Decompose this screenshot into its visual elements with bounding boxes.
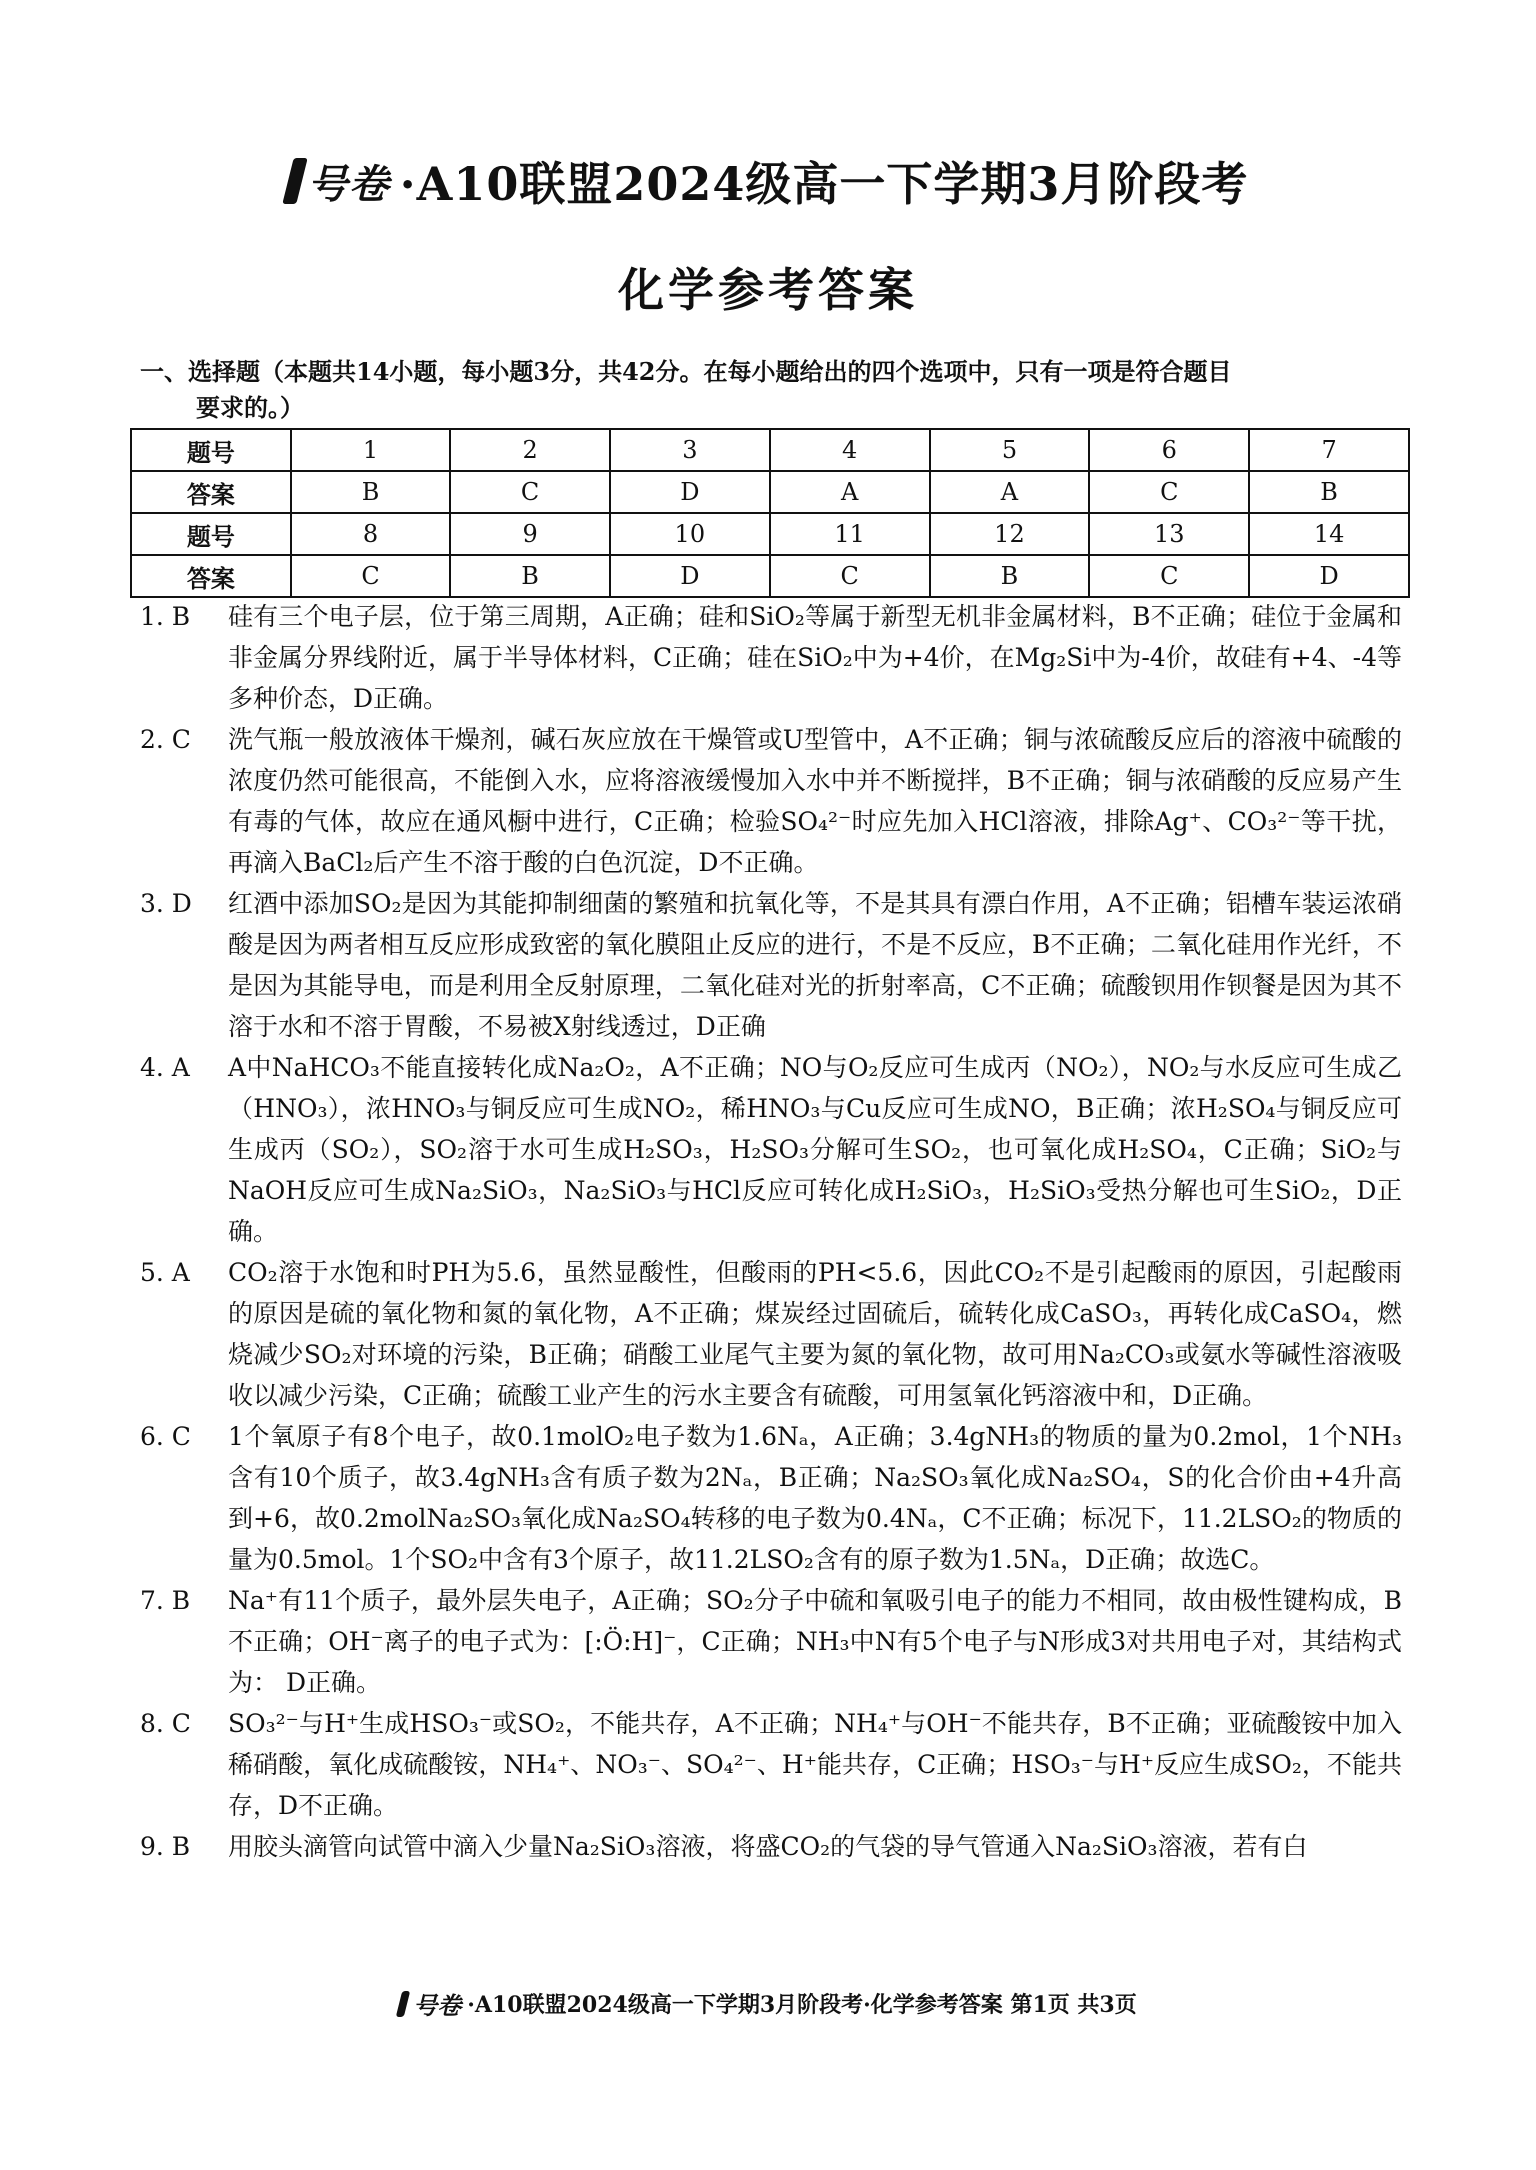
list-item bbox=[140, 1826, 1402, 1867]
table-cell: A bbox=[930, 471, 1090, 513]
row-label: 答案 bbox=[131, 471, 291, 513]
table-cell: A bbox=[770, 471, 930, 513]
question-number: 3. D bbox=[140, 889, 192, 918]
page-title bbox=[0, 148, 1536, 214]
table-cell: B bbox=[930, 555, 1090, 597]
table-cell: C bbox=[291, 555, 451, 597]
footer-logo-text: 号卷 bbox=[413, 1991, 462, 2020]
footer-logo bbox=[399, 1986, 461, 2021]
explanation-text: CO₂溶于水饱和时PH为5.6，虽然显酸性，但酸雨的PH<5.6，因此CO₂不是引起酸雨的原因，引起酸雨的原因是硫的氧化物和氮的氧化物，A不正确；煤炭经过固硫后，硫转化成CaSO₃，再转化成CaSO₄，燃烧减少SO₂对环境的污染，B正确；硝酸工业尾气主要为氮的氧化物，故可用Na₂CO₃或氨水等碱性溶液吸收以减少污染，C正确；硫酸工业产生的污水主要含有硫酸，可用氢氧化钙溶液中和，D正确。 bbox=[228, 1258, 1402, 1410]
table-cell: 1 bbox=[291, 429, 451, 471]
table-cell: D bbox=[610, 471, 770, 513]
footer-text: ·A10联盟2024级高一下学期3月阶段考·化学参考答案 第1页 共3页 bbox=[467, 1992, 1137, 2018]
explanation-text: 洗气瓶一般放液体干燥剂，碱石灰应放在干燥管或U型管中，A不正确；铜与浓硫酸反应后的溶液中硫酸的浓度仍然可能很高，不能倒入水，应将溶液缓慢加入水中并不断搅拌，B不正确；铜与浓硝酸的反应易产生有毒的气体，故应在通风橱中进行，C正确；检验SO₄²⁻时应先加入HCl溶液，排除Ag⁺、CO₃²⁻等干扰，再滴入BaCl₂后产生不溶于酸的白色沉淀，D不正确。 bbox=[228, 725, 1402, 877]
table-row bbox=[131, 513, 1409, 555]
table-cell: 3 bbox=[610, 429, 770, 471]
table-row bbox=[131, 429, 1409, 471]
brush-stroke-icon bbox=[396, 1991, 410, 2017]
table-cell: 2 bbox=[450, 429, 610, 471]
table-cell: C bbox=[1089, 555, 1249, 597]
explanation-text: 硅有三个电子层，位于第三周期，A正确；硅和SiO₂等属于新型无机非金属材料，B不正确；硅位于金属和非金属分界线附近，属于半导体材料，C正确；硅在SiO₂中为+4价，在Mg₂Si中为-4价，故硅有+4、-4等多种价态，D正确。 bbox=[228, 602, 1402, 713]
table-cell: 13 bbox=[1089, 513, 1249, 555]
list-item bbox=[140, 1252, 1402, 1416]
question-number: 5. A bbox=[140, 1258, 190, 1287]
table-cell: D bbox=[1249, 555, 1409, 597]
list-item bbox=[140, 1703, 1402, 1826]
table-row bbox=[131, 471, 1409, 513]
table-cell: 14 bbox=[1249, 513, 1409, 555]
table-cell: B bbox=[450, 555, 610, 597]
question-number: 7. B bbox=[140, 1586, 191, 1615]
question-number: 1. B bbox=[140, 602, 191, 631]
question-number: 8. C bbox=[140, 1709, 191, 1738]
section-heading-line2: 要求的。） bbox=[196, 393, 304, 422]
table-cell: 9 bbox=[450, 513, 610, 555]
page-subtitle: 化学参考答案 bbox=[618, 263, 918, 317]
table-cell: C bbox=[770, 555, 930, 597]
table-cell: C bbox=[1089, 471, 1249, 513]
list-item bbox=[140, 596, 1402, 719]
row-label: 题号 bbox=[131, 513, 291, 555]
table-cell: 4 bbox=[770, 429, 930, 471]
section-heading-line1: 一、选择题（本题共14小题，每小题3分，共42分。在每小题给出的四个选项中，只有一项是符合题目 bbox=[140, 357, 1232, 386]
explanation-list bbox=[140, 596, 1402, 1867]
table-cell: B bbox=[1249, 471, 1409, 513]
table-cell: 12 bbox=[930, 513, 1090, 555]
table-cell: 8 bbox=[291, 513, 451, 555]
table-cell: 7 bbox=[1249, 429, 1409, 471]
list-item bbox=[140, 883, 1402, 1047]
row-label: 答案 bbox=[131, 555, 291, 597]
table-cell: 11 bbox=[770, 513, 930, 555]
title-text: ·A10联盟2024级高一下学期3月阶段考 bbox=[399, 157, 1249, 211]
question-number: 4. A bbox=[140, 1053, 190, 1082]
table-cell: 5 bbox=[930, 429, 1090, 471]
answer-table bbox=[130, 428, 1410, 598]
page-header bbox=[0, 148, 1536, 320]
table-cell: D bbox=[610, 555, 770, 597]
table-row bbox=[131, 555, 1409, 597]
table-cell: 10 bbox=[610, 513, 770, 555]
table-cell: B bbox=[291, 471, 451, 513]
list-item bbox=[140, 1047, 1402, 1252]
brush-stroke-icon bbox=[282, 158, 307, 204]
explanation-text: 用胶头滴管向试管中滴入少量Na₂SiO₃溶液，将盛CO₂的气袋的导气管通入Na₂SiO₃溶液，若有白 bbox=[228, 1832, 1308, 1861]
question-number: 2. C bbox=[140, 725, 191, 754]
brand-logo bbox=[288, 153, 390, 210]
list-item bbox=[140, 1416, 1402, 1580]
explanation-text: 1个氧原子有8个电子，故0.1molO₂电子数为1.6Nₐ，A正确；3.4gNH₃的物质的量为0.2mol，1个NH₃含有10个质子，故3.4gNH₃含有质子数为2Nₐ，B正确；Na₂SO₃氧化成Na₂SO₄，S的化合价由+4升高到+6，故0.2molNa₂SO₃氧化成Na₂SO₄转移的电子数为0.4Nₐ，C不正确；标况下，11.2LSO₂的物质的量为0.5mol。1个SO₂中含有3个原子，故11.2LSO₂含有的原子数为1.5Nₐ，D正确；故选C。 bbox=[228, 1422, 1402, 1574]
question-number: 9. B bbox=[140, 1832, 191, 1861]
table-cell: C bbox=[450, 471, 610, 513]
explanation-text: SO₃²⁻与H⁺生成HSO₃⁻或SO₂，不能共存，A不正确；NH₄⁺与OH⁻不能共存，B不正确；亚硫酸铵中加入稀硝酸，氧化成硫酸铵，NH₄⁺、NO₃⁻、SO₄²⁻、H⁺能共存，C正确；HSO₃⁻与H⁺反应生成SO₂，不能共存，D不正确。 bbox=[228, 1709, 1402, 1820]
explanation-text: A中NaHCO₃不能直接转化成Na₂O₂，A不正确；NO与O₂反应可生成丙（NO₂），NO₂与水反应可生成乙（HNO₃），浓HNO₃与铜反应可生成NO₂，稀HNO₃与Cu反应可生成NO，B正确；浓H₂SO₄与铜反应可生成丙（SO₂），SO₂溶于水可生成H₂SO₃，H₂SO₃分解可生SO₂，也可氧化成H₂SO₄，C正确；SiO₂与NaOH反应可生成Na₂SiO₃，Na₂SiO₃与HCl反应可转化成H₂SiO₃，H₂SiO₃受热分解也可生SiO₂，D正确。 bbox=[228, 1053, 1402, 1246]
question-number: 6. C bbox=[140, 1422, 191, 1451]
list-item bbox=[140, 719, 1402, 883]
section-heading bbox=[140, 354, 1410, 426]
explanation-text: 红酒中添加SO₂是因为其能抑制细菌的繁殖和抗氧化等，不是其具有漂白作用，A不正确；铝槽车装运浓硝酸是因为两者相互反应形成致密的氧化膜阻止反应的进行，不是不反应，B不正确；二氧化硅用作光纤，不是因为其能导电，而是利用全反射原理，二氧化硅对光的折射率高，C不正确；硫酸钡用作钡餐是因为其不溶于水和不溶于胃酸，不易被X射线透过，D正确 bbox=[228, 889, 1402, 1041]
table-cell: 6 bbox=[1089, 429, 1249, 471]
brand-logo-text: 号卷 bbox=[307, 160, 390, 208]
list-item bbox=[140, 1580, 1402, 1703]
row-label: 题号 bbox=[131, 429, 291, 471]
page-footer bbox=[0, 1986, 1536, 2021]
explanation-text: Na⁺有11个质子，最外层失电子，A正确；SO₂分子中硫和氧吸引电子的能力不相同，故由极性键构成，B不正确；OH⁻离子的电子式为：[:Ö:H]⁻，C正确；NH₃中N有5个电子与N形成3对共用电子对，其结构式为： D正确。 bbox=[228, 1586, 1402, 1697]
